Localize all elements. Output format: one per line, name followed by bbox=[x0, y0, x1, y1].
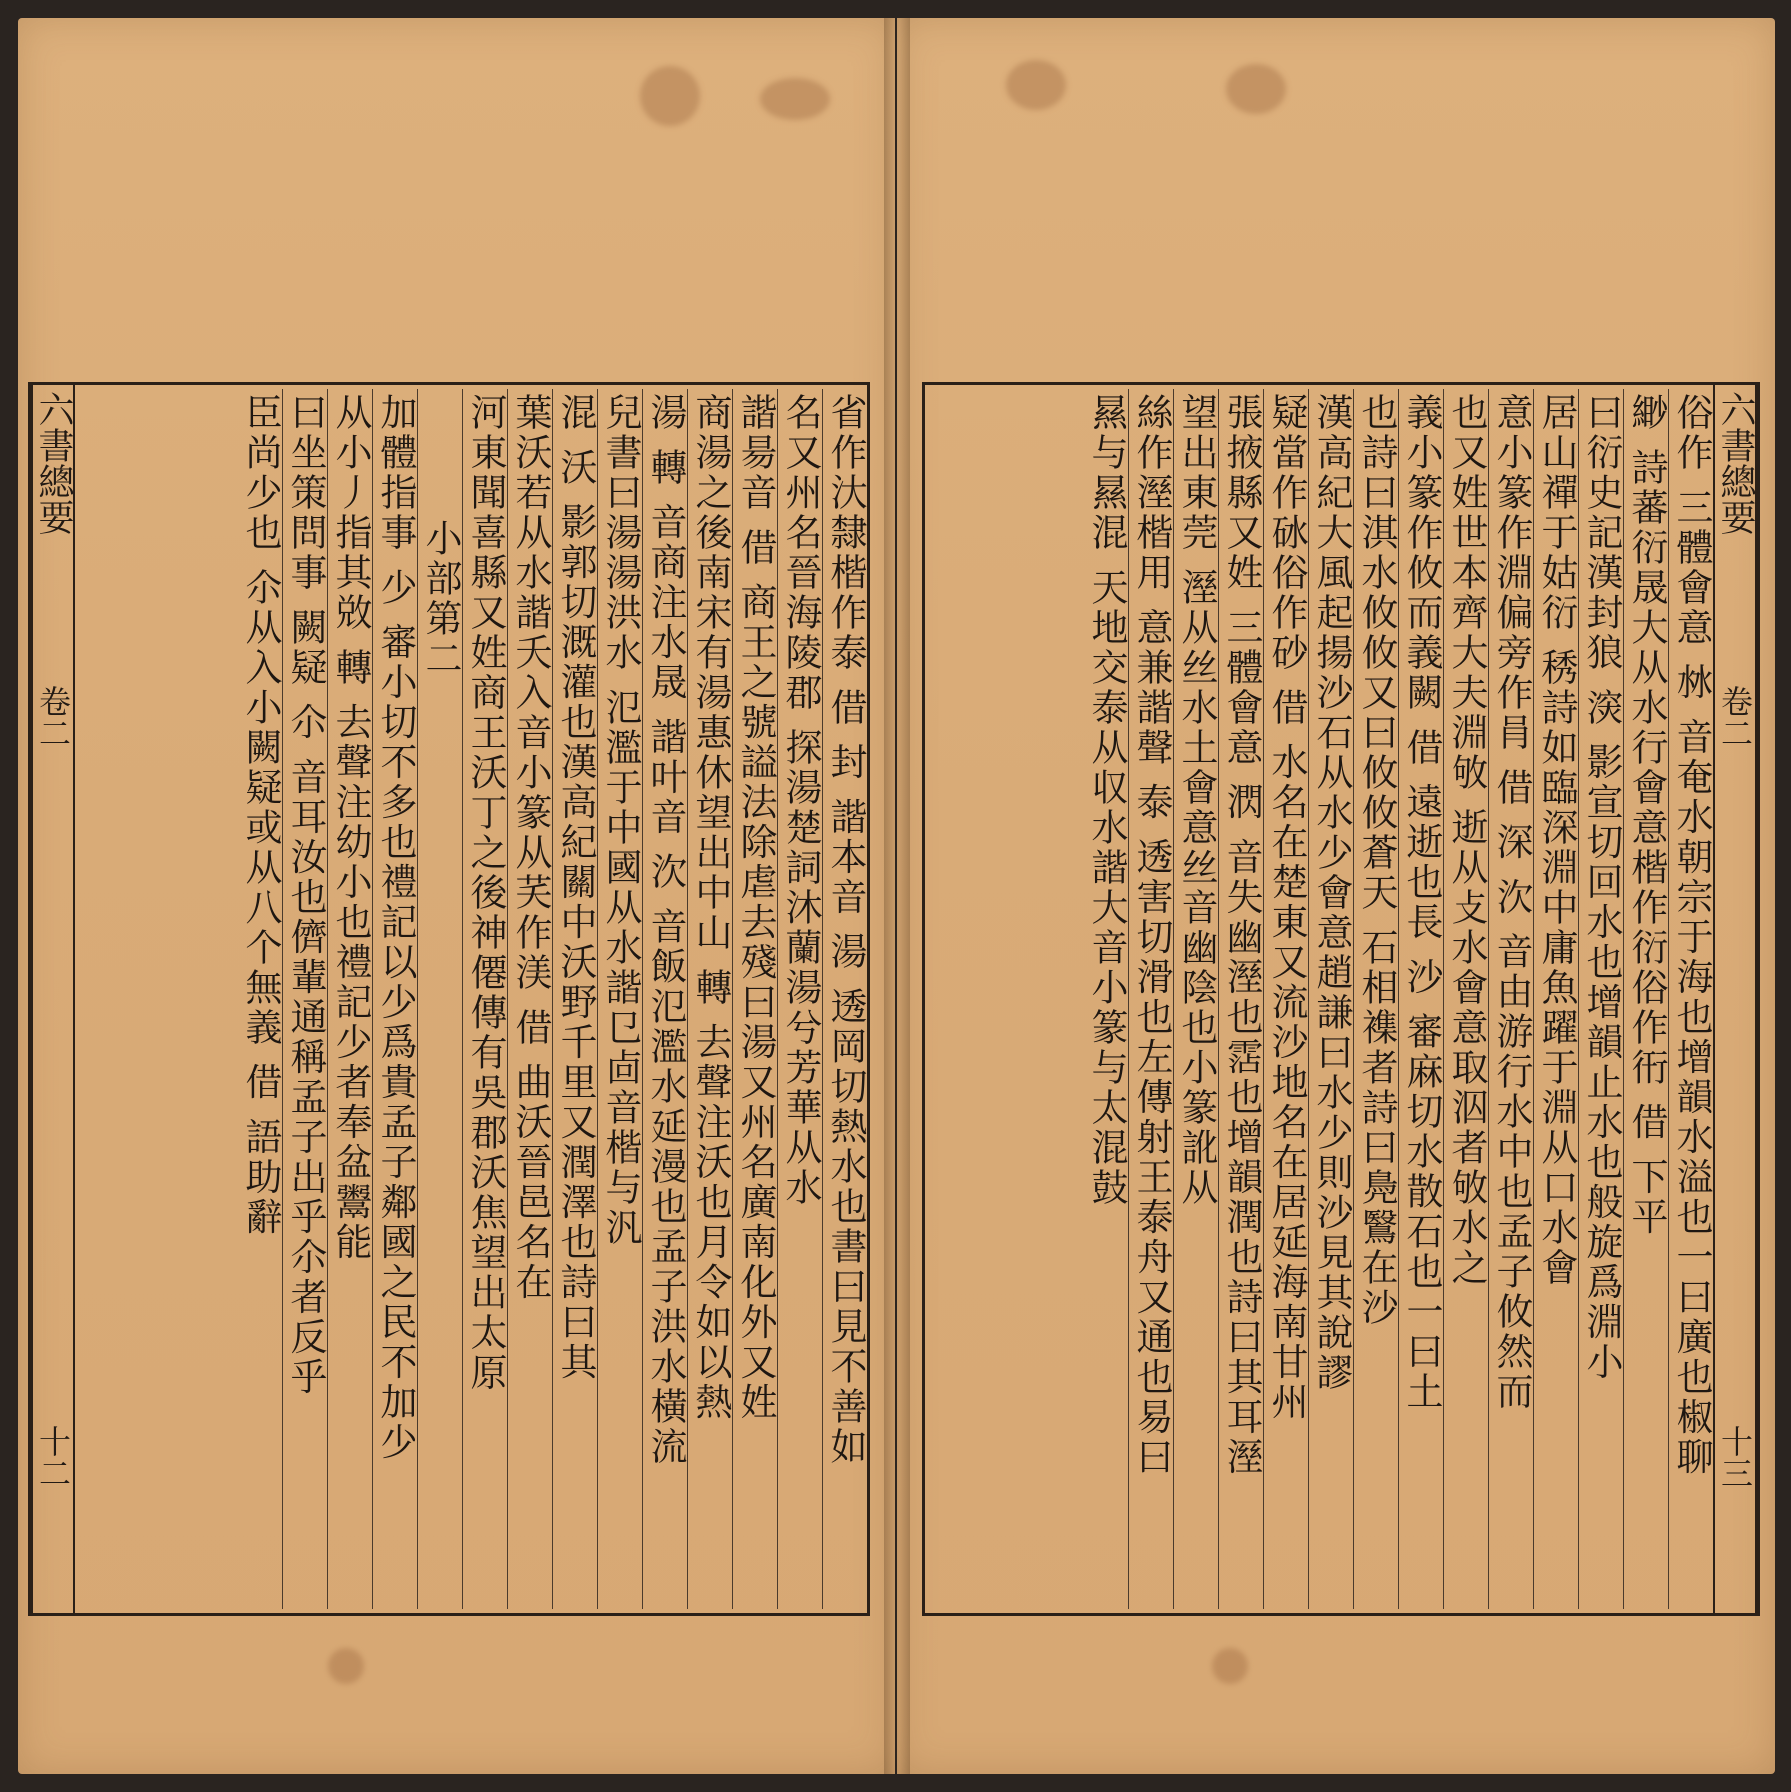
text-column: 混 沃 影郭切溉灌也漢高紀關中沃野千里又潤澤也詩曰其 bbox=[552, 389, 597, 1609]
text-column: 意小篆作淵偏旁作肙 借 深 㳄 音由游行水中也孟子攸然而 bbox=[1488, 389, 1533, 1609]
left-columns bbox=[75, 389, 867, 1609]
text-column: 小部第二 bbox=[417, 389, 462, 1609]
text-column: 河東聞喜縣又姓商王沃丁之後神僊傳有吳郡沃焦望出太原 bbox=[462, 389, 507, 1609]
text-column: 从小丿指其敚 轉 去聲注幼小也禮記少者奉盆鬻能 bbox=[327, 389, 372, 1609]
paper-stain bbox=[328, 1648, 364, 1684]
text-column: 望出東莞 溼从丝水土會意丝音幽陰也小篆訛从 bbox=[1173, 389, 1218, 1609]
text-column: 加體指事 少 審小切不多也禮記以少爲貴孟子鄰國之民不加少 bbox=[372, 389, 417, 1609]
text-column: 緲 詩蕃衍晟大从水行會意楷作衍俗作衎 借 下平 bbox=[1623, 389, 1668, 1609]
left-text-block bbox=[28, 382, 870, 1616]
folio-number: 十二 bbox=[34, 1425, 72, 1489]
text-column: 商湯之後南宋有湯惠休望出中山 轉 去聲注沃也月令如以熱 bbox=[687, 389, 732, 1609]
right-page-band bbox=[1713, 385, 1757, 1613]
volume-label: 卷二 bbox=[34, 685, 72, 749]
text-column: 葉沃若从水諧夭入音小篆从芺作渼 借 曲沃晉邑名在 bbox=[507, 389, 552, 1609]
text-column: 湯 轉 音商注水晟 諧叶音 㳄 音飯氾濫水延漫也孟子洪水橫流 bbox=[642, 389, 687, 1609]
text-column: 疑當作砅俗作砂 借 水名在楚東又流沙地名在居延海南甘州 bbox=[1263, 389, 1308, 1609]
book-title: 六書總要 bbox=[1715, 391, 1756, 535]
paper-stain bbox=[640, 66, 700, 126]
right-text-block bbox=[922, 382, 1760, 1616]
right-columns bbox=[925, 389, 1713, 1609]
text-column: 㬎与㬎混 天地交泰从収水諧大音小篆与太混鼓 bbox=[1085, 393, 1128, 1208]
text-column: 也又姓世本齊大夫淵敂 逝从攴水會意取泅者敂水之 bbox=[1443, 389, 1488, 1609]
text-column: 名又州名晉海陵郡 探湯楚詞沐蘭湯兮芳華从水 bbox=[777, 389, 822, 1609]
text-column: 也詩曰淇水攸攸又曰攸攸蒼天 石相襍者詩曰鳧鷖在沙 bbox=[1353, 389, 1398, 1609]
text-column: 省作汏隸楷作泰 借 封 諧本音 湯 透岡切熱水也書曰見不善如 bbox=[822, 389, 867, 1609]
paper-stain bbox=[1226, 64, 1286, 114]
text-column: 絲作溼楷用 意兼諧聲 泰 透害切滑也左傳射王泰舟又通也易曰 bbox=[1128, 389, 1173, 1609]
text-column: 臣尚少也 尒从入小闕疑或从八个無義 借 語助辭 bbox=[239, 393, 282, 1238]
text-column: 義小篆作攸而義闕 借 遠逝也長 沙 審麻切水散石也一曰土 bbox=[1398, 389, 1443, 1609]
volume-label: 卷二 bbox=[1716, 685, 1754, 749]
paper-stain bbox=[1212, 1648, 1248, 1684]
text-column: 曰坐策問事 闕疑 尒 音耳汝也儕輩通稱孟子出乎尒者反乎 bbox=[282, 389, 327, 1609]
paper-stain bbox=[760, 78, 830, 120]
text-column: 曰衍史記漢封狼 㴱 影宣切回水也增韻止水也般旋爲淵小 bbox=[1578, 389, 1623, 1609]
text-column: 漢高紀大風起揚沙石从水少會意趙謙曰水少則沙見其說謬 bbox=[1308, 389, 1353, 1609]
paper-stain bbox=[1006, 60, 1066, 110]
text-column: 居山禪于姑衍 䅎詩如臨深淵中庸魚躍于淵从口水會 bbox=[1533, 389, 1578, 1609]
text-column: 諧昜音 借 商王之號謚法除虐去殘曰湯又州名廣南化外又姓 bbox=[732, 389, 777, 1609]
folio-number: 十三 bbox=[1716, 1425, 1754, 1489]
left-page-band bbox=[31, 385, 75, 1613]
book-gutter bbox=[884, 18, 910, 1774]
text-column: 張掖縣又姓 三體會意 㴸 音失幽溼也霑也增韻潤也詩曰其耳溼 bbox=[1218, 389, 1263, 1609]
text-column: 俗作 三體會意 沝 音奄水朝宗于海也增韻水溢也一曰廣也椒聊 bbox=[1668, 389, 1713, 1609]
book-title: 六書總要 bbox=[33, 391, 74, 535]
text-column: 兒書曰湯湯洪水 氾濫于中國从水諧㔾㔽音楷与汎 bbox=[597, 389, 642, 1609]
